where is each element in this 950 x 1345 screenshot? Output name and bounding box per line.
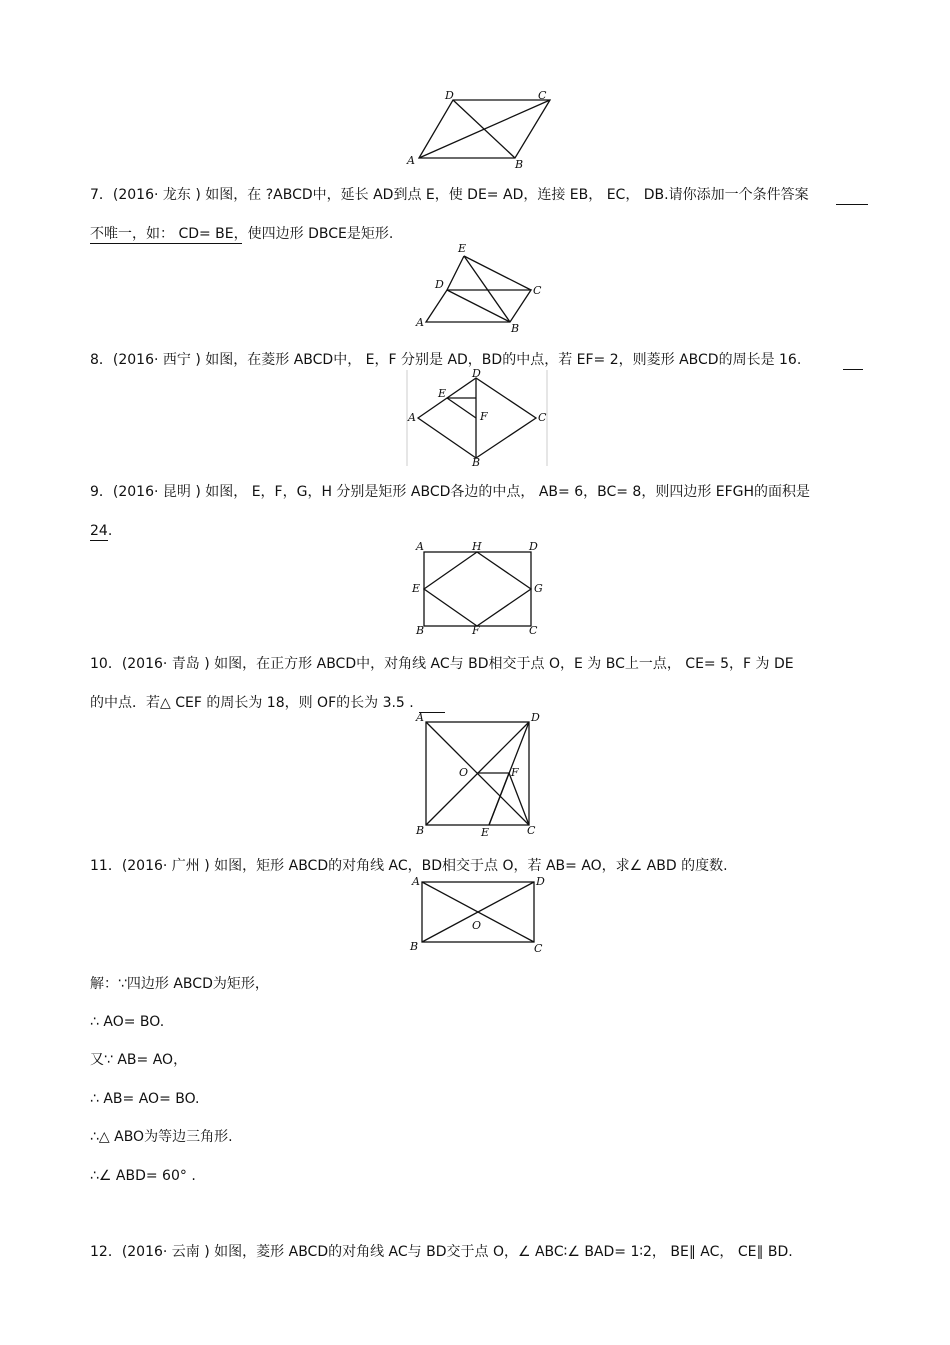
label-h: H [472, 540, 482, 553]
label-c: C [527, 824, 536, 837]
label-b: B [511, 322, 520, 335]
segment-de [447, 256, 464, 290]
segment-db [447, 290, 510, 322]
problem-9-line-2: 24. [90, 523, 113, 539]
label-d: D [536, 875, 545, 888]
problem-11-line-1: 11．(2016· 广州 ) 如图，矩形 ABCD的对角线 AC，BD相交于点 O，若 AB= AO，求∠ ABD 的度数. [90, 858, 728, 874]
figure-parallelogram [405, 88, 555, 171]
label-d: D [529, 540, 538, 553]
label-e: E [438, 387, 447, 400]
label-e: E [412, 582, 421, 595]
label-a: A [416, 540, 424, 553]
solution-line-2: ∴ AO= BO. [90, 1014, 165, 1030]
figure-problem-9 [408, 538, 548, 636]
label-d: D [445, 89, 454, 102]
segment-ec [464, 256, 531, 290]
problem-7-line-1: 7．(2016· 龙东 ) 如图，在 ?ABCD中，延长 AD到点 E，使 DE= AD，连接 EB， EC， DB.请你添加一个条件答案 [90, 187, 809, 203]
figure-problem-11 [406, 872, 556, 958]
label-b: B [416, 624, 425, 637]
problem-12-line-1: 12．(2016· 云南 ) 如图，菱形 ABCD的对角线 AC与 BD交于点 O，∠ ABC∶∠ BAD= 1∶2， BE∥ AC， CE∥ BD. [90, 1244, 793, 1260]
label-c: C [533, 284, 542, 297]
label-f: F [472, 624, 480, 637]
rhombus-efgh [424, 552, 531, 626]
problem-7-answer-underline-1 [836, 204, 868, 205]
solution-line-3: 又∵ AB= AO， [90, 1052, 188, 1068]
label-a: A [407, 154, 415, 167]
solution-line-4: ∴ AB= AO= BO. [90, 1091, 200, 1107]
diagonal-bd [453, 100, 515, 158]
label-a: A [416, 316, 424, 329]
label-b: B [410, 940, 419, 953]
label-o: O [472, 919, 482, 932]
label-b: B [472, 456, 481, 469]
label-a: A [416, 711, 424, 724]
label-c: C [538, 89, 547, 102]
label-a: A [412, 875, 420, 888]
label-o: O [459, 766, 469, 779]
problem-7-line-2: 不唯一，如： CD= BE，使四边形 DBCE是矩形. [90, 226, 394, 242]
figure-problem-10 [410, 710, 550, 840]
problem-8-answer-underline [843, 369, 863, 370]
label-e: E [481, 826, 490, 839]
label-d: D [531, 711, 540, 724]
problem-7-answer-underline-2 [90, 243, 242, 244]
label-d: D [472, 367, 481, 380]
segment-ef [489, 773, 509, 825]
label-g: G [534, 582, 543, 595]
figure-problem-7 [414, 240, 554, 335]
solution-line-6: ∴∠ ABD= 60° . [90, 1168, 196, 1184]
label-c: C [534, 942, 543, 955]
segment-eb [464, 256, 510, 322]
problem-9-answer-underline [90, 540, 108, 541]
solution-line-1: 解：∵四边形 ABCD为矩形， [90, 976, 269, 992]
problem-8-line-1: 8．(2016· 西宁 ) 如图，在菱形 ABCD中， E，F 分别是 AD，BD的中点，若 EF= 2，则菱形 ABCD的周长是 16. [90, 352, 802, 368]
solution-line-5: ∴△ ABO为等边三角形. [90, 1129, 233, 1145]
label-f: F [480, 410, 488, 423]
problem-10-line-2: 的中点．若△ CEF 的周长为 18，则 OF的长为 3.5 . [90, 695, 414, 711]
label-b: B [515, 158, 524, 171]
segment-ef [447, 398, 476, 418]
label-e: E [458, 242, 467, 255]
problem-9-line-1: 9．(2016· 昆明 ) 如图， E，F，G，H 分别是矩形 ABCD各边的中点， AB= 6，BC= 8，则四边形 EFGH的面积是 [90, 484, 811, 500]
problem-10-line-1: 10．(2016· 青岛 ) 如图，在正方形 ABCD中，对角线 AC与 BD相交于点 O，E 为 BC上一点， CE= 5，F 为 DE [90, 656, 794, 672]
segment-fc [509, 773, 529, 825]
label-d: D [435, 278, 444, 291]
label-a: A [408, 411, 416, 424]
label-f: F [511, 766, 519, 779]
rectangle-abcd [424, 552, 531, 626]
label-c: C [529, 624, 538, 637]
figure-problem-8 [404, 368, 554, 470]
label-b: B [416, 824, 425, 837]
rhombus-abcd [418, 378, 536, 458]
label-c: C [538, 411, 547, 424]
